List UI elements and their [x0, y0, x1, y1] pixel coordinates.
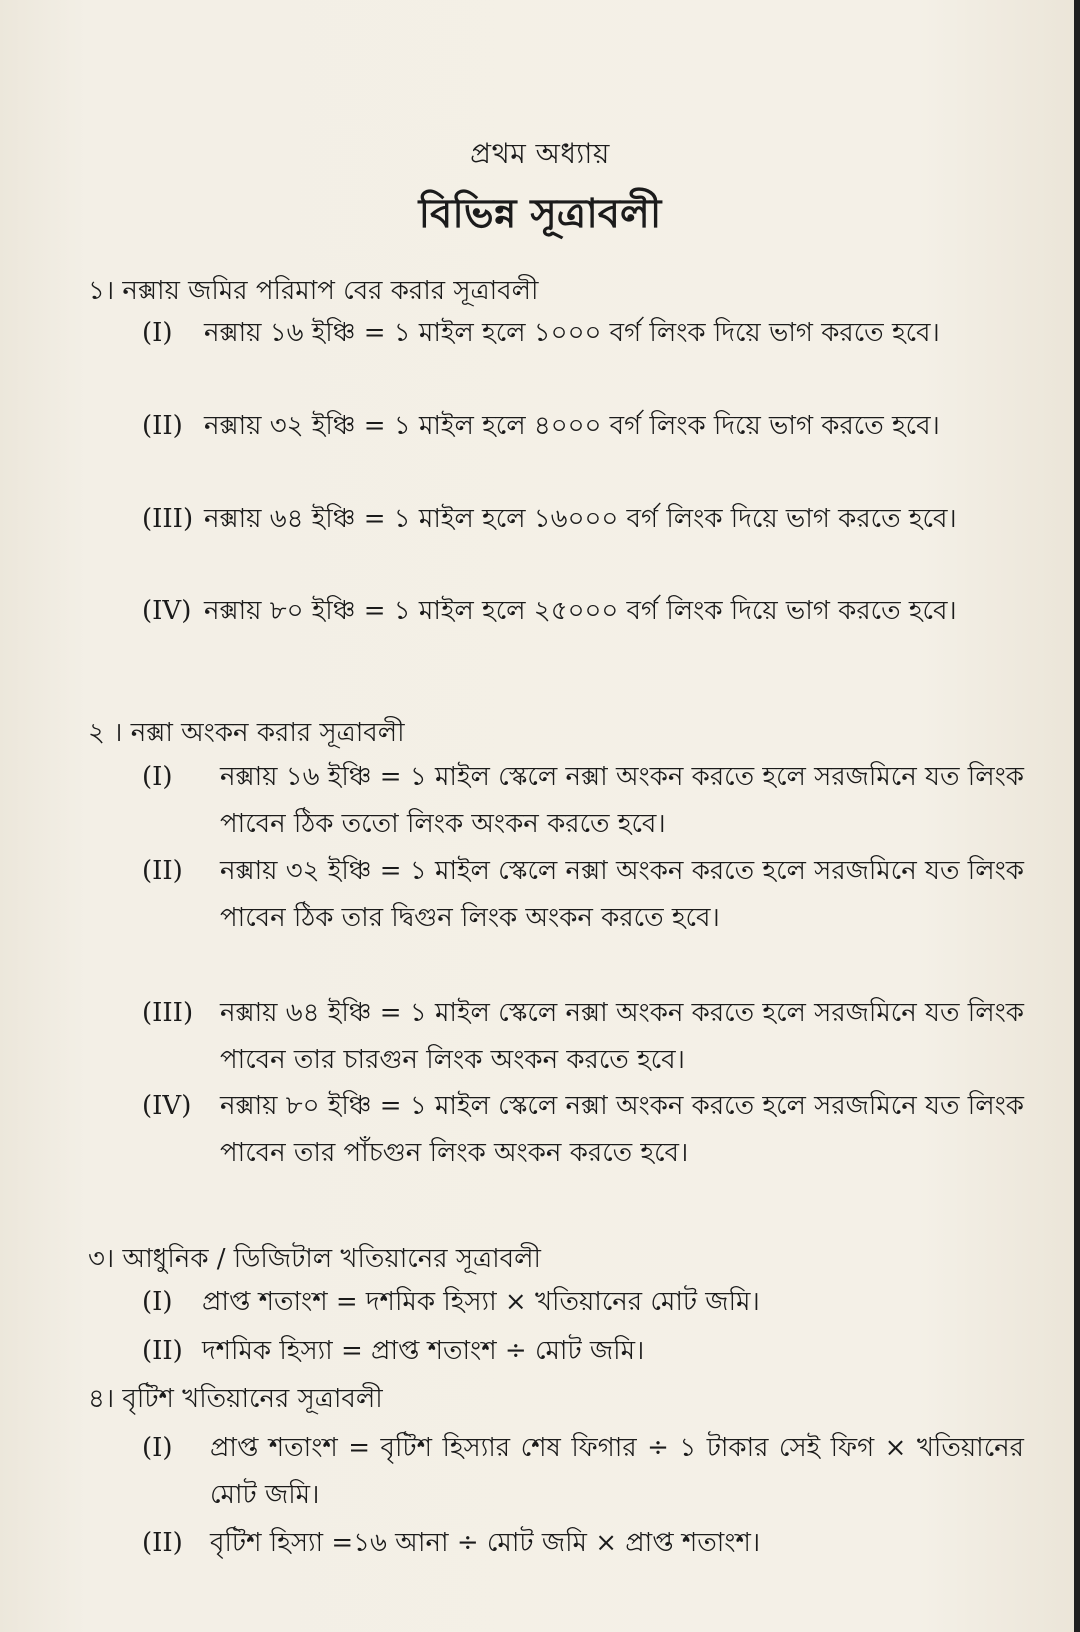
chapter-label: প্রথম অধ্যায় [470, 137, 610, 170]
section-heading-1: ১। নক্সায় জমির পরিমাপ বের করার সূত্রাবলী [88, 276, 539, 306]
section-4-item-2 [142, 1520, 1024, 1567]
item-number: (I) [142, 762, 173, 792]
section-1-item-4 [142, 588, 1024, 635]
page-title: বিভিন্ন সূত্রাবলী [418, 190, 662, 237]
section-heading-4: ৪। বৃটিশ খতিয়ানের সূত্রাবলী [88, 1384, 383, 1414]
section-2-item-4 [142, 1083, 1024, 1177]
item-text: দশমিক হিস্যা = প্রাপ্ত শতাংশ ÷ মোট জমি। [202, 1336, 645, 1366]
item-text: নক্সায় ১৬ ইঞ্চি = ১ মাইল স্কেলে নক্সা অংকন করতে হলে সরজমিনে যত লিংক পাবেন ঠিক ততো লিংক অংকন করতে হবে। [220, 762, 1024, 839]
item-number: (III) [142, 998, 194, 1028]
section-1-item-1 [142, 310, 1024, 357]
section-4-item-1 [142, 1425, 1024, 1519]
item-number: (III) [142, 504, 194, 534]
item-text: নক্সায় ৬৪ ইঞ্চি = ১ মাইল স্কেলে নক্সা অংকন করতে হলে সরজমিনে যত লিংক পাবেন তার চারগুন লিংক অংকন করতে হবে। [220, 998, 1024, 1075]
item-text: নক্সায় ৮০ ইঞ্চি = ১ মাইল হলে ২৫০০০ বর্গ লিংক দিয়ে ভাগ করতে হবে। [204, 596, 957, 626]
item-number: (I) [142, 1433, 173, 1463]
section-1-item-2 [142, 403, 1024, 450]
item-text: নক্সায় ১৬ ইঞ্চি = ১ মাইল হলে ১০০০ বর্গ লিংক দিয়ে ভাগ করতে হবে। [204, 318, 940, 348]
item-text: নক্সায় ৬৪ ইঞ্চি = ১ মাইল হলে ১৬০০০ বর্গ লিংক দিয়ে ভাগ করতে হবে। [204, 504, 957, 534]
item-number: (II) [142, 411, 183, 441]
section-3-item-2 [142, 1328, 1024, 1375]
section-1-item-3 [142, 496, 1024, 543]
item-number: (II) [142, 856, 183, 886]
item-text: নক্সায় ৩২ ইঞ্চি = ১ মাইল হলে ৪০০০ বর্গ লিংক দিয়ে ভাগ করতে হবে। [204, 411, 940, 441]
section-heading-2: ২ । নক্সা অংকন করার সূত্রাবলী [88, 718, 405, 748]
item-text: নক্সায় ৩২ ইঞ্চি = ১ মাইল স্কেলে নক্সা অংকন করতে হলে সরজমিনে যত লিংক পাবেন ঠিক তার দ্বিগুন লিংক অংকন করতে হবে। [220, 856, 1024, 933]
section-2-item-1 [142, 754, 1024, 848]
item-number: (II) [142, 1528, 183, 1558]
item-text: বৃটিশ হিস্যা =১৬ আনা ÷ মোট জমি × প্রাপ্ত শতাংশ। [210, 1528, 761, 1558]
item-text: নক্সায় ৮০ ইঞ্চি = ১ মাইল স্কেলে নক্সা অংকন করতে হলে সরজমিনে যত লিংক পাবেন তার পাঁচগুন লিংক অংকন করতে হবে। [220, 1091, 1024, 1168]
page-edge-border [1074, 0, 1080, 1632]
item-number: (IV) [142, 596, 192, 626]
item-number: (II) [142, 1336, 183, 1366]
section-3-item-1 [142, 1279, 1024, 1326]
item-text: প্রাপ্ত শতাংশ = দশমিক হিস্যা × খতিয়ানের মোট জমি। [202, 1287, 760, 1317]
section-2-item-2 [142, 848, 1024, 942]
item-number: (I) [142, 1287, 173, 1317]
item-number: (IV) [142, 1091, 192, 1121]
section-heading-3: ৩। আধুনিক / ডিজিটাল খতিয়ানের সূত্রাবলী [88, 1244, 541, 1274]
item-text: প্রাপ্ত শতাংশ = বৃটিশ হিস্যার শেষ ফিগার ÷ ১ টাকার সেই ফিগ × খতিয়ানের মোট জমি। [210, 1433, 1024, 1510]
item-number: (I) [142, 318, 173, 348]
section-2-item-3 [142, 990, 1024, 1084]
